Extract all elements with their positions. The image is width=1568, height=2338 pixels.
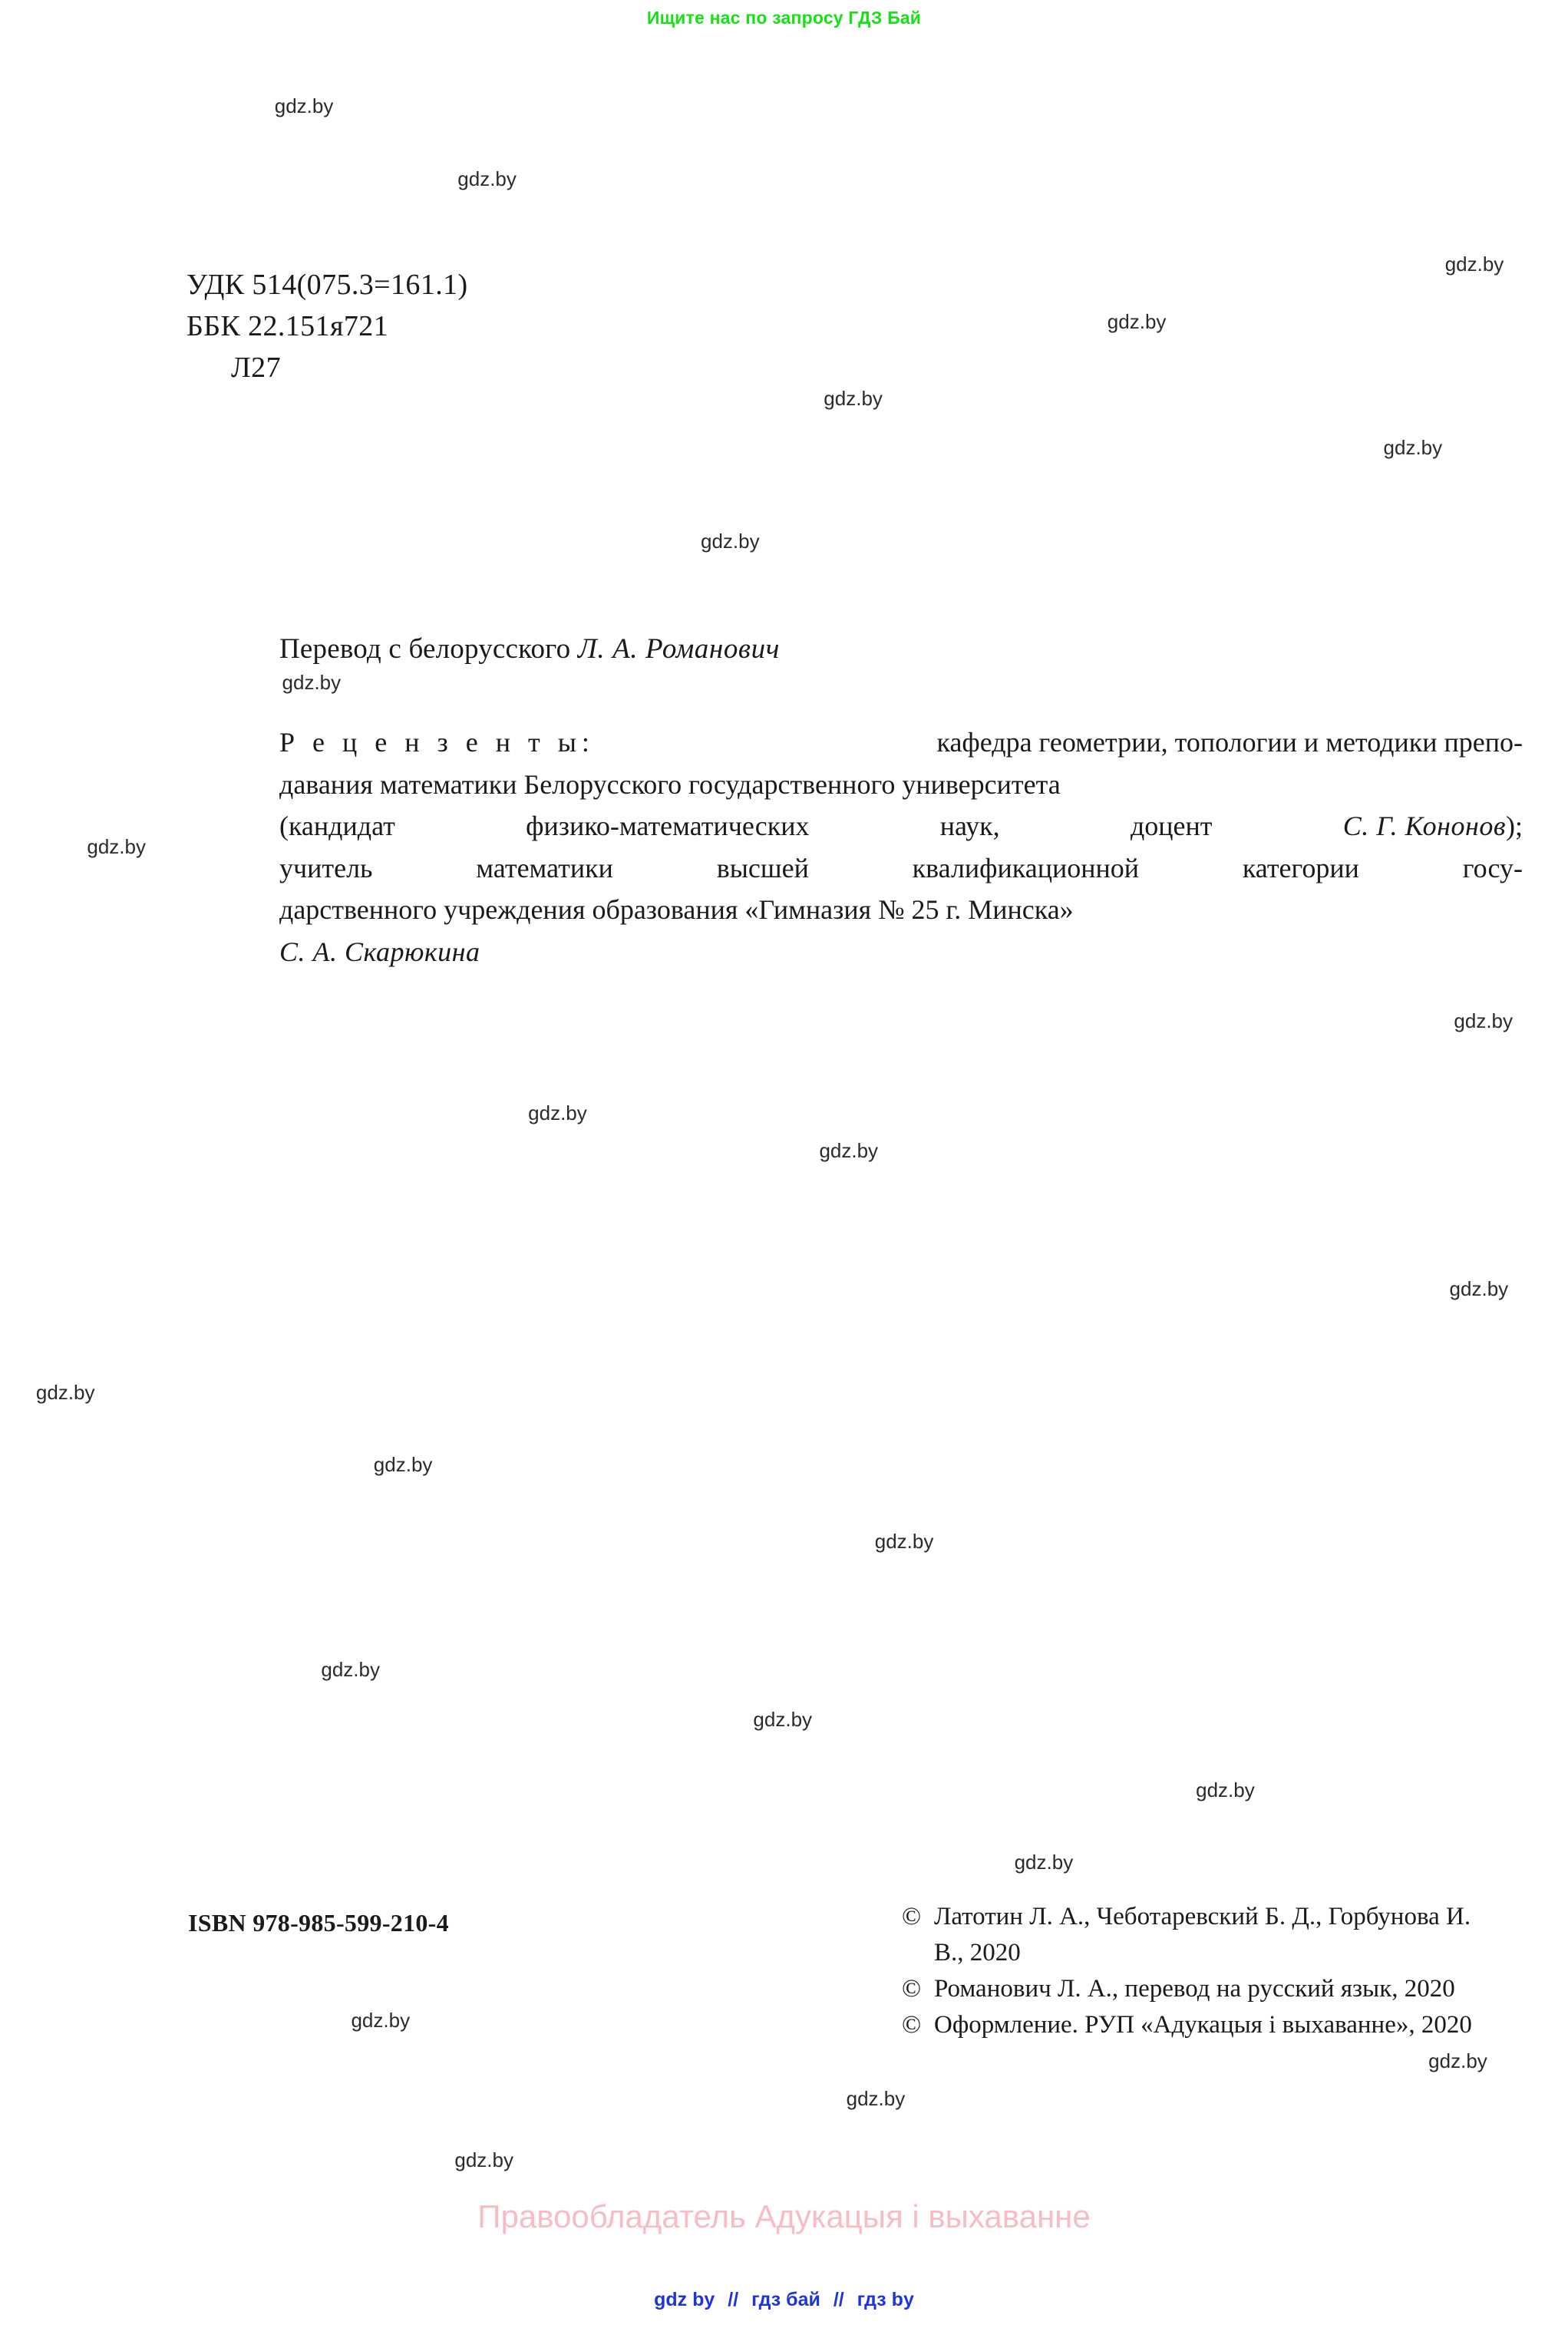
reviewers-line-4-e: категории <box>1242 852 1359 883</box>
classification-block <box>187 265 468 389</box>
watermark-gdz-by: gdz.by <box>846 2086 906 2110</box>
watermark-gdz-by: gdz.by <box>1196 1778 1255 1801</box>
watermark-gdz-by: gdz.by <box>753 1707 813 1731</box>
watermark-gdz-by: gdz.by <box>454 2148 513 2172</box>
copyright-item-text: Латотин Л. А., Чеботаревский Б. Д., Горбунова И. В., 2020 <box>934 1903 1471 1966</box>
watermark-gdz-by: gdz.by <box>351 2008 411 2032</box>
copyright-item <box>902 1971 1485 2007</box>
watermark-gdz-by: gdz.by <box>1107 309 1167 333</box>
watermark-gdz-by: gdz.by <box>274 94 334 118</box>
reviewers-line-4-c: высшей <box>716 852 809 883</box>
watermark-gdz-by: gdz.by <box>457 167 517 190</box>
reviewers-line-3-d: доцент <box>1130 811 1213 841</box>
copyright-item <box>902 2007 1485 2043</box>
translator-prefix: Перевод с белорусского <box>279 633 578 665</box>
reviewers-line-4-d: квалификационной <box>912 852 1140 883</box>
watermark-gdz-by: gdz.by <box>874 1530 934 1554</box>
watermark-gdz-by: gdz.by <box>87 834 146 858</box>
reviewers-line-3-c: наук, <box>939 811 1000 841</box>
reviewers-line-3-tail <box>1343 805 1523 847</box>
footer-link-gdz-by[interactable]: gdz by <box>654 2289 715 2310</box>
footer-separator-1: // <box>728 2289 739 2310</box>
copyright-symbol-icon: © <box>902 1903 922 1930</box>
promo-banner-text: Ищите нас по запросу ГДЗ Бай <box>646 7 922 28</box>
reviewers-line-6 <box>279 931 1523 973</box>
watermark-gdz-by: gdz.by <box>1444 253 1504 276</box>
rights-holder-line: Правообладатель Адукацыя і выхаванне <box>477 2198 1091 2234</box>
watermark-gdz-by: gdz.by <box>824 386 883 410</box>
reviewers-line-1 <box>279 722 1523 764</box>
watermark-gdz-by: gdz.by <box>35 1381 95 1405</box>
reviewers-line-4-f: госу- <box>1462 852 1523 883</box>
copyright-block <box>902 1899 1485 2043</box>
udk-code: УДК 514(075.3=161.1) <box>187 269 468 301</box>
bbk-code: ББК 22.151я721 <box>187 309 389 342</box>
reviewer-name-skaryukina: С. А. Скарюкина <box>279 936 480 967</box>
reviewers-line-5: дарственного учреждения образования «Гимназия № 25 г. Минска» <box>279 894 1074 925</box>
watermark-gdz-by: gdz.by <box>819 1138 879 1162</box>
reviewers-line-4 <box>279 847 1523 890</box>
footer-separator-2: // <box>833 2289 844 2310</box>
reviewers-line-4-b: математики <box>476 852 613 883</box>
copyright-item <box>902 1899 1485 1971</box>
footer-link-gdz-bai[interactable]: гдз бай <box>751 2289 820 2310</box>
promo-banner <box>0 0 1568 35</box>
author-sign-code: Л27 <box>231 351 281 384</box>
translator-name: Л. А. Романович <box>577 633 780 665</box>
copyright-item-text: Оформление. РУП «Адукацыя і выхаванне», 2020 <box>934 2011 1472 2039</box>
reviewers-line-3-a: (кандидат <box>279 811 395 841</box>
reviewers-line-2: давания математики Белорусского государственного университета <box>279 768 1061 800</box>
watermark-gdz-by: gdz.by <box>1383 436 1443 460</box>
reviewers-line-3-end: ); <box>1505 811 1523 841</box>
copyright-symbol-icon: © <box>902 1975 922 2003</box>
translator-credit <box>279 632 780 665</box>
copyright-symbol-icon: © <box>902 2011 922 2039</box>
reviewers-line-3 <box>279 805 1523 847</box>
watermark-gdz-by: gdz.by <box>282 671 342 695</box>
isbn-value: ISBN 978-985-599-210-4 <box>188 1909 449 1937</box>
reviewers-line-1-rest: кафедра геометрии, топологии и методики препо- <box>936 727 1523 758</box>
watermark-gdz-by: gdz.by <box>1428 2049 1487 2072</box>
watermark-gdz-by: gdz.by <box>373 1453 433 1477</box>
footer-link-gdz-by-cyr[interactable]: гдз by <box>857 2289 914 2310</box>
watermark-gdz-by: gdz.by <box>1014 1850 1074 1874</box>
watermark-gdz-by: gdz.by <box>1449 1277 1509 1301</box>
reviewer-name-kononov: С. Г. Кононов <box>1342 811 1506 841</box>
footer-links <box>0 2289 1568 2311</box>
watermark-gdz-by: gdz.by <box>321 1658 380 1682</box>
reviewers-line-4-a: учитель <box>279 852 373 883</box>
watermark-gdz-by: gdz.by <box>1454 1009 1514 1033</box>
reviewers-line-3-b: физико-математических <box>526 811 810 841</box>
reviewers-paragraph <box>279 722 1523 973</box>
watermark-gdz-by: gdz.by <box>528 1101 587 1124</box>
reviewers-label: Р е ц е н з е н т ы: <box>279 727 595 758</box>
watermark-gdz-by: gdz.by <box>700 529 760 553</box>
copyright-item-text: Романович Л. А., перевод на русский язык, 2020 <box>934 1975 1455 2003</box>
